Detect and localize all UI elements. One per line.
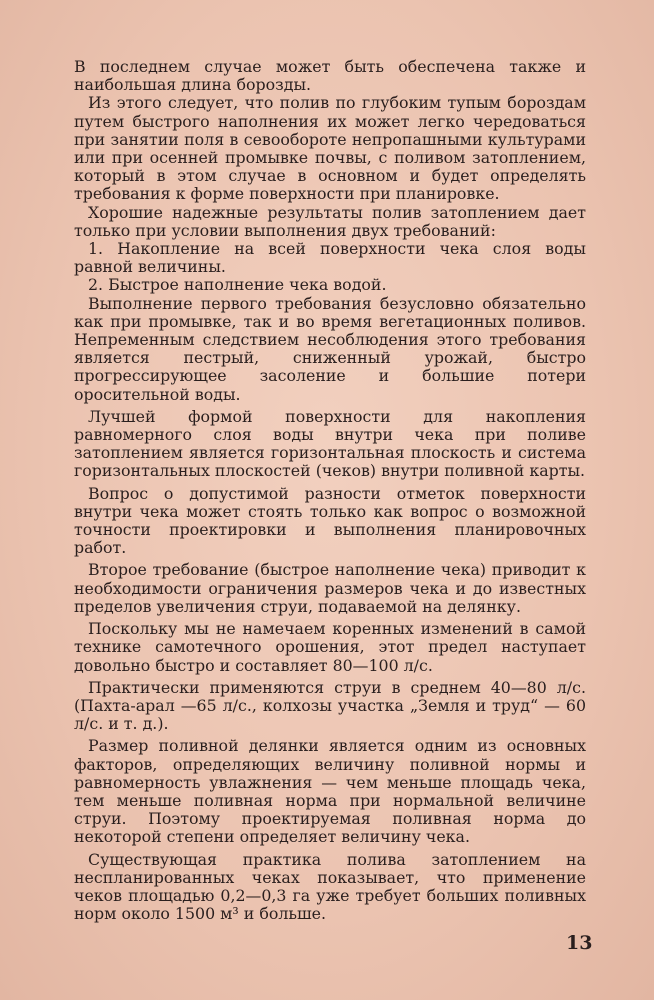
paragraph-10: Поскольку мы не намечаем коренных изменений в самой технике самотечного орошения, этот предел наступает довольно быстро и составляет 80—100 л/с. bbox=[74, 619, 586, 675]
paragraph-1: В последнем случае может быть обеспечена также и наибольшая длина борозды. bbox=[74, 57, 586, 95]
paragraph-9: Второе требование (быстрое наполнение чека) приводит к необходимости ограничения размеров чека и до известных пределов увеличения струи, подаваемой на делянку. bbox=[74, 560, 586, 616]
paragraph-5: 2. Быстрое наполнение чека водой. bbox=[88, 275, 387, 295]
paragraph-3: Хорошие надежные результаты полив затоплением дает только при условии выполнения двух требований: bbox=[74, 202, 586, 240]
paragraph-8: Вопрос о допустимой разности отметок поверхности внутри чека может стоять только как вопрос о возможной точности проектировки и выполнения планировочных работ. bbox=[74, 483, 586, 558]
paragraph-4: 1. Накопление на всей поверхности чека слоя воды равной величины. bbox=[74, 239, 586, 277]
paragraph-7: Лучшей формой поверхности для накопления равномерного слоя воды внутри чека при поливе затоплением является горизонтальная плоскость и система горизонтальных плоскостей (чеков) внутри поливной карты. bbox=[74, 406, 586, 481]
paragraph-11: Практически применяются струи в среднем 40—80 л/с. (Пахта-арал —65 л/с., колхозы участка „Земля и труд“ — 60 л/с. и т. д.). bbox=[74, 677, 586, 734]
paragraph-2: Из этого следует, что полив по глубоким тупым бороздам путем быстрого наполнения их может легко чередоваться при занятии поля в севообороте непропашными культурами или при осенней промывке почвы, с поливом затоплением, который в этом случае в основном и будет определять требования к форме поверхности при планировке. bbox=[74, 93, 586, 204]
paragraph-13: Существующая практика полива затоплением на неспланированных чеках показывает, что применение чеков площадью 0,2—0,3 га уже требует больших поливных норм около 1500 м³ и больше. bbox=[74, 849, 586, 924]
body-text bbox=[74, 58, 586, 923]
paragraph-6: Выполнение первого требования безусловно обязательно как при промывке, так и во время вегетационных поливов. Непременным следствием несоблюдения этого требования является пестрый, сниженный урожай, быстро прогрессирующее засоление и большие потери оросительной воды. bbox=[74, 293, 586, 404]
paragraph-12: Размер поливной делянки является одним из основных факторов, определяющих величину поливной нормы и равномерность увлажнения — чем меньше площадь чека, тем меньше поливная норма при нормальной величине струи. Поэтому проектируемая поливная норма до некоторой степени определяет величину чека. bbox=[74, 736, 586, 847]
page-number: 13 bbox=[566, 932, 593, 954]
